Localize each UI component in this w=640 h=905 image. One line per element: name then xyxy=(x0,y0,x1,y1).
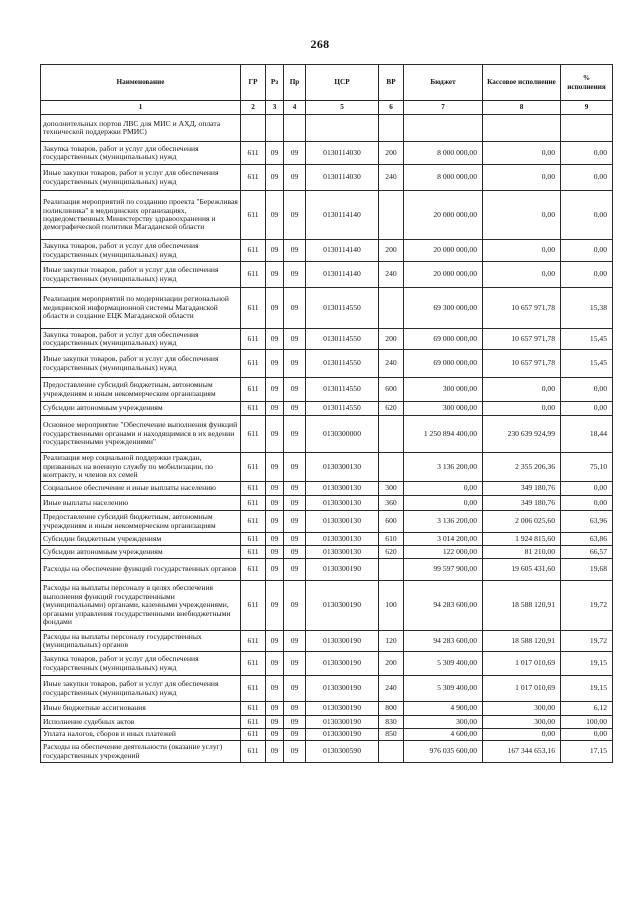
row-csr: 0130300130 xyxy=(306,496,379,511)
row-rz: 09 xyxy=(266,676,284,702)
row-gr: 611 xyxy=(241,482,266,496)
row-pct: 19,72 xyxy=(561,631,613,652)
row-vr xyxy=(379,288,404,329)
row-pct: 100,00 xyxy=(561,716,613,729)
row-vr: 200 xyxy=(379,329,404,350)
row-name: Закупка товаров, работ и услуг для обеспечения государственных (муниципальных) нужд xyxy=(41,240,241,262)
row-budget: 20 000 000,00 xyxy=(404,240,483,262)
row-vr: 610 xyxy=(379,533,404,546)
header-rz: Рз xyxy=(266,65,284,101)
row-budget: 3 136 200,00 xyxy=(404,453,483,482)
header-name: Наименование xyxy=(41,65,241,101)
row-gr xyxy=(241,115,266,142)
row-csr: 0130300190 xyxy=(306,559,379,581)
row-rz: 09 xyxy=(266,482,284,496)
row-csr: 0130300130 xyxy=(306,453,379,482)
table-row xyxy=(41,378,613,402)
row-budget xyxy=(404,115,483,142)
row-pr: 09 xyxy=(284,729,306,741)
table-row xyxy=(41,240,613,262)
row-pr: 09 xyxy=(284,402,306,416)
row-pr: 09 xyxy=(284,453,306,482)
row-vr: 200 xyxy=(379,652,404,676)
table-row xyxy=(41,115,613,142)
row-gr: 611 xyxy=(241,142,266,165)
row-kassa: 19 605 431,60 xyxy=(483,559,561,581)
row-kassa: 0,00 xyxy=(483,402,561,416)
row-pr: 09 xyxy=(284,165,306,191)
row-gr: 611 xyxy=(241,402,266,416)
row-pr: 09 xyxy=(284,511,306,533)
header-pr: Пр xyxy=(284,65,306,101)
row-pr: 09 xyxy=(284,631,306,652)
row-gr: 611 xyxy=(241,729,266,741)
row-kassa: 0,00 xyxy=(483,165,561,191)
row-kassa: 0,00 xyxy=(483,378,561,402)
row-csr: 0130114550 xyxy=(306,288,379,329)
row-vr: 100 xyxy=(379,581,404,631)
row-rz: 09 xyxy=(266,329,284,350)
row-csr: 0130114140 xyxy=(306,191,379,240)
row-name: Иные бюджетные ассигнования xyxy=(41,702,241,716)
table-row xyxy=(41,350,613,378)
row-csr: 0130300130 xyxy=(306,533,379,546)
row-budget: 8 000 000,00 xyxy=(404,165,483,191)
row-csr: 0130300190 xyxy=(306,729,379,741)
row-csr: 0130114550 xyxy=(306,402,379,416)
row-gr: 611 xyxy=(241,378,266,402)
row-kassa: 1 017 010,69 xyxy=(483,652,561,676)
row-gr: 611 xyxy=(241,716,266,729)
row-rz: 09 xyxy=(266,533,284,546)
header-pct: % исполнения xyxy=(561,65,613,101)
row-gr: 611 xyxy=(241,581,266,631)
row-vr: 200 xyxy=(379,142,404,165)
row-pr: 09 xyxy=(284,676,306,702)
row-kassa: 349 180,76 xyxy=(483,496,561,511)
row-pct: 75,10 xyxy=(561,453,613,482)
row-pr: 09 xyxy=(284,496,306,511)
row-rz: 09 xyxy=(266,288,284,329)
row-vr xyxy=(379,115,404,142)
header-kassa: Кассовое исполнение xyxy=(483,65,561,101)
row-name: Расходы на выплаты персоналу государственных (муниципальных) органов xyxy=(41,631,241,652)
row-gr: 611 xyxy=(241,191,266,240)
row-name: Реализация мероприятий по созданию проекта "Бережливая поликлиника" в медицинских организациях, подведомственных Министерству здравоохранения и демографической политики Магаданской области xyxy=(41,191,241,240)
row-pr: 09 xyxy=(284,533,306,546)
column-number-row xyxy=(41,101,613,115)
column-number: 6 xyxy=(379,101,404,115)
row-gr: 611 xyxy=(241,240,266,262)
row-name: Расходы на выплаты персоналу в целях обеспечения выполнения функций государственными (муниципальными) органами, казенными учреждениями, органами управления государственными внебюджетными фондами xyxy=(41,581,241,631)
row-name: Иные закупки товаров, работ и услуг для обеспечения государственных (муниципальных) нужд xyxy=(41,165,241,191)
row-rz: 09 xyxy=(266,453,284,482)
row-rz: 09 xyxy=(266,416,284,453)
row-rz: 09 xyxy=(266,581,284,631)
row-rz: 09 xyxy=(266,631,284,652)
row-vr xyxy=(379,416,404,453)
row-pr: 09 xyxy=(284,482,306,496)
row-gr: 611 xyxy=(241,676,266,702)
row-budget: 0,00 xyxy=(404,482,483,496)
row-kassa: 2 006 025,60 xyxy=(483,511,561,533)
row-csr: 0130114030 xyxy=(306,165,379,191)
row-pr: 09 xyxy=(284,262,306,288)
row-rz: 09 xyxy=(266,716,284,729)
row-kassa: 349 180,76 xyxy=(483,482,561,496)
row-gr: 611 xyxy=(241,652,266,676)
row-kassa: 10 657 971,78 xyxy=(483,350,561,378)
row-csr: 0130300130 xyxy=(306,546,379,559)
row-pr: 09 xyxy=(284,142,306,165)
row-pr: 09 xyxy=(284,652,306,676)
row-vr: 240 xyxy=(379,262,404,288)
row-kassa: 0,00 xyxy=(483,729,561,741)
row-pr: 09 xyxy=(284,288,306,329)
row-pr: 09 xyxy=(284,416,306,453)
row-pct: 19,72 xyxy=(561,581,613,631)
row-csr: 0130114140 xyxy=(306,240,379,262)
row-kassa: 167 344 653,16 xyxy=(483,741,561,763)
table-row xyxy=(41,142,613,165)
row-vr xyxy=(379,453,404,482)
row-vr: 620 xyxy=(379,546,404,559)
row-vr: 300 xyxy=(379,482,404,496)
table-row xyxy=(41,511,613,533)
row-name: Иные выплаты населению xyxy=(41,496,241,511)
table-row xyxy=(41,581,613,631)
row-pct: 0,00 xyxy=(561,262,613,288)
row-pr: 09 xyxy=(284,546,306,559)
row-pr xyxy=(284,115,306,142)
row-pct: 19,68 xyxy=(561,559,613,581)
row-csr: 0130300130 xyxy=(306,482,379,496)
row-vr: 600 xyxy=(379,511,404,533)
row-gr: 611 xyxy=(241,416,266,453)
row-pct: 0,00 xyxy=(561,378,613,402)
row-budget: 20 000 000,00 xyxy=(404,191,483,240)
row-csr xyxy=(306,115,379,142)
row-name: Основное мероприятие "Обеспечение выполнения функций государственными органами и находящимися в их ведении государственными учреждениями" xyxy=(41,416,241,453)
row-rz: 09 xyxy=(266,559,284,581)
row-pr: 09 xyxy=(284,716,306,729)
row-pct: 19,15 xyxy=(561,652,613,676)
table-row xyxy=(41,329,613,350)
row-kassa: 300,00 xyxy=(483,702,561,716)
row-vr xyxy=(379,191,404,240)
table-row xyxy=(41,741,613,763)
table-row xyxy=(41,652,613,676)
row-pct: 15,38 xyxy=(561,288,613,329)
table-row xyxy=(41,453,613,482)
page-number: 268 xyxy=(310,37,330,51)
row-gr: 611 xyxy=(241,165,266,191)
row-gr: 611 xyxy=(241,702,266,716)
row-pct: 19,15 xyxy=(561,676,613,702)
table-row xyxy=(41,416,613,453)
table-row xyxy=(41,546,613,559)
row-budget: 69 300 000,00 xyxy=(404,288,483,329)
row-gr: 611 xyxy=(241,496,266,511)
column-number: 2 xyxy=(241,101,266,115)
column-number: 7 xyxy=(404,101,483,115)
row-budget: 5 309 400,00 xyxy=(404,652,483,676)
row-name: Субсидии автономным учреждениям xyxy=(41,546,241,559)
row-budget: 8 000 000,00 xyxy=(404,142,483,165)
table-row xyxy=(41,533,613,546)
row-pct: 0,00 xyxy=(561,482,613,496)
row-gr: 611 xyxy=(241,533,266,546)
header-vr: ВР xyxy=(379,65,404,101)
row-rz: 09 xyxy=(266,652,284,676)
row-budget: 99 597 900,00 xyxy=(404,559,483,581)
row-pct: 66,57 xyxy=(561,546,613,559)
row-rz: 09 xyxy=(266,191,284,240)
row-budget: 20 000 000,00 xyxy=(404,262,483,288)
row-pr: 09 xyxy=(284,378,306,402)
table-row xyxy=(41,729,613,741)
table-row xyxy=(41,191,613,240)
row-vr: 600 xyxy=(379,378,404,402)
row-budget: 4 600,00 xyxy=(404,729,483,741)
row-csr: 0130300000 xyxy=(306,416,379,453)
row-rz: 09 xyxy=(266,741,284,763)
row-kassa: 300,00 xyxy=(483,716,561,729)
row-pct: 63,96 xyxy=(561,511,613,533)
row-name: Расходы на обеспечение функций государственных органов xyxy=(41,559,241,581)
table-row xyxy=(41,288,613,329)
row-pct: 63,86 xyxy=(561,533,613,546)
row-csr: 0130300190 xyxy=(306,676,379,702)
row-name: Закупка товаров, работ и услуг для обеспечения государственных (муниципальных) нужд xyxy=(41,652,241,676)
row-rz xyxy=(266,115,284,142)
row-budget: 4 900,00 xyxy=(404,702,483,716)
table-row xyxy=(41,496,613,511)
row-csr: 0130300190 xyxy=(306,581,379,631)
row-gr: 611 xyxy=(241,350,266,378)
row-rz: 09 xyxy=(266,350,284,378)
row-budget: 300 000,00 xyxy=(404,402,483,416)
row-pr: 09 xyxy=(284,240,306,262)
row-name: Иные закупки товаров, работ и услуг для обеспечения государственных (муниципальных) нужд xyxy=(41,676,241,702)
row-csr: 0130114550 xyxy=(306,329,379,350)
row-pct: 0,00 xyxy=(561,496,613,511)
row-name: Исполнение судебных актов xyxy=(41,716,241,729)
row-kassa: 1 924 815,60 xyxy=(483,533,561,546)
row-name: Предоставление субсидий бюджетным, автономным учреждениям и иным некоммерческим организациям xyxy=(41,378,241,402)
row-kassa: 10 657 971,78 xyxy=(483,288,561,329)
row-vr: 240 xyxy=(379,676,404,702)
row-csr: 0130300190 xyxy=(306,716,379,729)
row-rz: 09 xyxy=(266,511,284,533)
row-vr: 830 xyxy=(379,716,404,729)
table-row xyxy=(41,631,613,652)
header-row xyxy=(41,65,613,101)
row-budget: 94 283 600,00 xyxy=(404,581,483,631)
row-rz: 09 xyxy=(266,729,284,741)
row-pr: 09 xyxy=(284,191,306,240)
row-kassa: 0,00 xyxy=(483,262,561,288)
row-pr: 09 xyxy=(284,581,306,631)
row-vr: 240 xyxy=(379,350,404,378)
row-budget: 976 035 600,00 xyxy=(404,741,483,763)
column-number: 9 xyxy=(561,101,613,115)
row-kassa: 0,00 xyxy=(483,240,561,262)
row-kassa: 1 017 010,69 xyxy=(483,676,561,702)
header-gr: ГР xyxy=(241,65,266,101)
row-budget: 300 000,00 xyxy=(404,378,483,402)
row-rz: 09 xyxy=(266,546,284,559)
row-budget: 69 000 000,00 xyxy=(404,329,483,350)
row-name: Закупка товаров, работ и услуг для обеспечения государственных (муниципальных) нужд xyxy=(41,329,241,350)
row-pct xyxy=(561,115,613,142)
row-pr: 09 xyxy=(284,350,306,378)
row-kassa: 0,00 xyxy=(483,142,561,165)
header-csr: ЦСР xyxy=(306,65,379,101)
row-gr: 611 xyxy=(241,511,266,533)
row-csr: 0130114550 xyxy=(306,378,379,402)
row-csr: 0130114550 xyxy=(306,350,379,378)
row-pr: 09 xyxy=(284,329,306,350)
row-pct: 6,12 xyxy=(561,702,613,716)
row-gr: 611 xyxy=(241,741,266,763)
table-row xyxy=(41,676,613,702)
row-budget: 3 014 200,00 xyxy=(404,533,483,546)
row-vr: 360 xyxy=(379,496,404,511)
table-body xyxy=(41,101,613,763)
row-name: Реализация мер социальной поддержки граждан, призванных на военную службу по мобилизации, по контракту, и членов их семей xyxy=(41,453,241,482)
row-rz: 09 xyxy=(266,165,284,191)
row-budget: 122 000,00 xyxy=(404,546,483,559)
budget-execution-table xyxy=(40,64,613,763)
table-row xyxy=(41,482,613,496)
row-name: Иные закупки товаров, работ и услуг для обеспечения государственных (муниципальных) нужд xyxy=(41,350,241,378)
row-csr: 0130300190 xyxy=(306,702,379,716)
row-gr: 611 xyxy=(241,559,266,581)
row-pct: 15,45 xyxy=(561,350,613,378)
row-kassa: 2 355 206,36 xyxy=(483,453,561,482)
row-name: Расходы на обеспечение деятельности (оказание услуг) государственных учреждений xyxy=(41,741,241,763)
row-kassa: 18 588 120,91 xyxy=(483,581,561,631)
row-gr: 611 xyxy=(241,631,266,652)
row-kassa xyxy=(483,115,561,142)
row-vr xyxy=(379,559,404,581)
row-gr: 611 xyxy=(241,262,266,288)
row-name: Реализация мероприятий по модернизации региональной медицинской информационной системы Магаданской области и создание ЕЦК Магаданской области xyxy=(41,288,241,329)
row-kassa: 230 639 924,99 xyxy=(483,416,561,453)
row-gr: 611 xyxy=(241,329,266,350)
row-pct: 0,00 xyxy=(561,402,613,416)
row-pct: 0,00 xyxy=(561,729,613,741)
row-gr: 611 xyxy=(241,288,266,329)
row-rz: 09 xyxy=(266,142,284,165)
header-budget: Бюджет xyxy=(404,65,483,101)
row-pct: 0,00 xyxy=(561,165,613,191)
row-gr: 611 xyxy=(241,453,266,482)
row-pr: 09 xyxy=(284,702,306,716)
table-row xyxy=(41,262,613,288)
row-budget: 3 136 200,00 xyxy=(404,511,483,533)
row-budget: 1 250 894 400,00 xyxy=(404,416,483,453)
row-vr: 800 xyxy=(379,702,404,716)
row-pct: 0,00 xyxy=(561,191,613,240)
column-number: 3 xyxy=(266,101,284,115)
row-budget: 69 000 000,00 xyxy=(404,350,483,378)
row-kassa: 10 657 971,78 xyxy=(483,329,561,350)
row-pr: 09 xyxy=(284,741,306,763)
row-rz: 09 xyxy=(266,378,284,402)
column-number: 4 xyxy=(284,101,306,115)
row-rz: 09 xyxy=(266,240,284,262)
row-vr: 200 xyxy=(379,240,404,262)
row-rz: 09 xyxy=(266,262,284,288)
row-pct: 18,44 xyxy=(561,416,613,453)
row-csr: 0130300190 xyxy=(306,652,379,676)
row-budget: 0,00 xyxy=(404,496,483,511)
column-number: 8 xyxy=(483,101,561,115)
row-pct: 0,00 xyxy=(561,240,613,262)
row-name: Предоставление субсидий бюджетным, автономным учреждениям и иным некоммерческим организациям xyxy=(41,511,241,533)
row-rz: 09 xyxy=(266,402,284,416)
row-pct: 0,00 xyxy=(561,142,613,165)
row-rz: 09 xyxy=(266,496,284,511)
row-pct: 15,45 xyxy=(561,329,613,350)
table-row xyxy=(41,165,613,191)
row-gr: 611 xyxy=(241,546,266,559)
row-vr xyxy=(379,741,404,763)
row-vr: 850 xyxy=(379,729,404,741)
row-csr: 0130300590 xyxy=(306,741,379,763)
row-name: Субсидии бюджетным учреждениям xyxy=(41,533,241,546)
row-budget: 300,00 xyxy=(404,716,483,729)
column-number: 1 xyxy=(41,101,241,115)
row-name: дополнительных портов ЛВС для МИС и АХД, оплата технической поддержки РМИС) xyxy=(41,115,241,142)
row-kassa: 18 588 120,91 xyxy=(483,631,561,652)
row-name: Закупка товаров, работ и услуг для обеспечения государственных (муниципальных) нужд xyxy=(41,142,241,165)
table-row xyxy=(41,716,613,729)
row-budget: 94 283 600,00 xyxy=(404,631,483,652)
table-row xyxy=(41,559,613,581)
row-csr: 0130114030 xyxy=(306,142,379,165)
row-name: Субсидии автономным учреждениям xyxy=(41,402,241,416)
row-csr: 0130114140 xyxy=(306,262,379,288)
row-budget: 5 309 400,00 xyxy=(404,676,483,702)
row-vr: 240 xyxy=(379,165,404,191)
row-name: Социальное обеспечение и иные выплаты населению xyxy=(41,482,241,496)
row-pr: 09 xyxy=(284,559,306,581)
row-name: Иные закупки товаров, работ и услуг для обеспечения государственных (муниципальных) нужд xyxy=(41,262,241,288)
row-vr: 620 xyxy=(379,402,404,416)
row-name: Уплата налогов, сборов и иных платежей xyxy=(41,729,241,741)
row-csr: 0130300130 xyxy=(306,511,379,533)
row-vr: 120 xyxy=(379,631,404,652)
row-kassa: 81 210,00 xyxy=(483,546,561,559)
column-number: 5 xyxy=(306,101,379,115)
table-row xyxy=(41,402,613,416)
row-kassa: 0,00 xyxy=(483,191,561,240)
row-rz: 09 xyxy=(266,702,284,716)
row-csr: 0130300190 xyxy=(306,631,379,652)
table-row xyxy=(41,702,613,716)
row-pct: 17,15 xyxy=(561,741,613,763)
